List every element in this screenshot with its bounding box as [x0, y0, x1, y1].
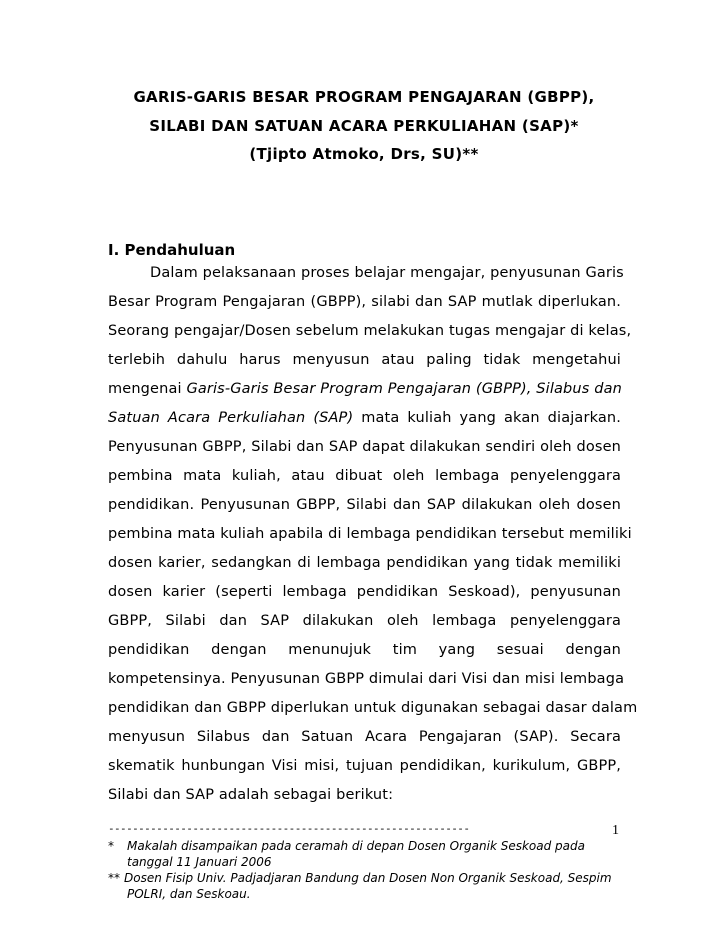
paragraph-line: skematik hunbungan Visi misi, tujuan pendidikan, kurikulum, GBPP, — [108, 758, 621, 774]
paragraph-line: dosen karier, sedangkan di lembaga pendidikan yang tidak memiliki — [108, 555, 621, 571]
paragraph-line: Besar Program Pengajaran (GBPP), silabi dan SAP mutlak diperlukan. — [108, 294, 621, 310]
paragraph-line: dosen karier (seperti lembaga pendidikan Seskoad), penyusunan — [108, 584, 621, 600]
footnote-marker: ** — [108, 871, 120, 885]
paragraph-line — [108, 407, 621, 429]
italic-text: Garis-Garis Besar Program Pengajaran (GBPP), Silabus dan — [186, 381, 622, 397]
footnote-separator: ------------------------------------------------------------ — [108, 822, 470, 835]
paragraph-line: GBPP, Silabi dan SAP dilakukan oleh lembaga penyelenggara — [108, 613, 621, 629]
title-line-2: SILABI DAN SATUAN ACARA PERKULIAHAN (SAP)* — [149, 117, 579, 135]
paragraph-line: Dalam pelaksanaan proses belajar mengajar, penyusunan Garis — [150, 265, 624, 281]
footnote-text: tanggal 11 Januari 2006 — [127, 855, 272, 869]
page-number: 1 — [612, 823, 619, 838]
paragraph-line: pendidikan. Penyusunan GBPP, Silabi dan SAP dilakukan oleh dosen — [108, 497, 621, 513]
paragraph-text: mengenai — [108, 381, 187, 397]
paragraph-line: pendidikan dengan menunujuk tim yang sesuai dengan — [108, 642, 621, 658]
italic-text: Satuan Acara Perkuliahan (SAP) — [108, 410, 354, 426]
paragraph-line: pembina mata kuliah, atau dibuat oleh lembaga penyelenggara — [108, 468, 621, 484]
paragraph-line: pembina mata kuliah apabila di lembaga pendidikan tersebut memiliki — [108, 526, 632, 542]
paragraph-text: mata kuliah yang akan diajarkan. — [353, 410, 622, 426]
paragraph-line: Silabi dan SAP adalah sebagai berikut: — [108, 787, 394, 803]
paragraph-line: kompetensinya. Penyusunan GBPP dimulai dari Visi dan misi lembaga — [108, 671, 625, 687]
footnote-text: Dosen Fisip Univ. Padjadjaran Bandung dan Dosen Non Organik Seskoad, Sespim — [124, 871, 612, 885]
paragraph-line: Seorang pengajar/Dosen sebelum melakukan tugas mengajar di kelas, — [108, 323, 632, 339]
footnote-text: Makalah disampaikan pada ceramah di depan Dosen Organik Seskoad pada — [127, 839, 585, 853]
footnote-marker: * — [108, 839, 114, 853]
paragraph-line: menyusun Silabus dan Satuan Acara Pengajaran (SAP). Secara — [108, 729, 621, 745]
paragraph-line — [108, 378, 621, 400]
section-heading: I. Pendahuluan — [108, 241, 236, 259]
paragraph-line: Penyusunan GBPP, Silabi dan SAP dapat dilakukan sendiri oleh dosen — [108, 439, 621, 455]
footnote-text: POLRI, dan Seskoau. — [127, 887, 251, 901]
title-line-1: GARIS-GARIS BESAR PROGRAM PENGAJARAN (GBPP), — [133, 88, 595, 106]
paragraph-line: pendidikan dan GBPP diperlukan untuk digunakan sebagai dasar dalam — [108, 700, 638, 716]
paragraph-line: terlebih dahulu harus menyusun atau paling tidak mengetahui — [108, 352, 621, 368]
author-line: (Tjipto Atmoko, Drs, SU)** — [249, 145, 479, 163]
